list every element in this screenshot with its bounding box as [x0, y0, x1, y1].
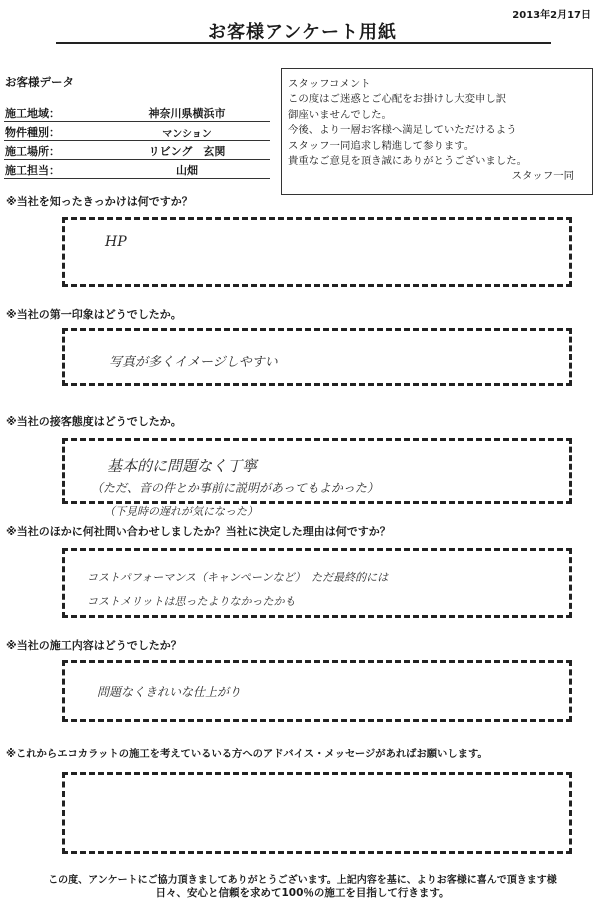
answer-handwriting: 基本的に問題なく丁寧	[107, 457, 258, 475]
question-2: ※当社の第一印象はどうでしたか。	[6, 308, 182, 321]
customer-row-label: 施工地域：	[5, 107, 60, 120]
answer-handwriting: コストメリットは思ったよりなかったかも	[87, 595, 296, 608]
customer-row-label: 物件種別：	[5, 126, 60, 139]
customer-row-staff	[4, 160, 270, 179]
answer-box-6	[62, 772, 572, 854]
customer-row-area	[4, 103, 270, 122]
customer-row-location	[4, 141, 270, 160]
staff-comment-line: 貴重なご意見を頂き誠にありがとうございました。	[288, 155, 527, 168]
question-6: ※これからエコカラットの施工を考えているいる方へのアドバイス・メッセージがあればお願いします。	[6, 748, 488, 760]
staff-comment-line: 今後、より一層お客様へ満足していただけるよう	[288, 124, 517, 137]
staff-comment-box	[281, 68, 593, 195]
question-1: ※当社を知ったきっかけは何ですか？	[6, 195, 193, 208]
question-3: ※当社の接客態度はどうでしたか。	[6, 415, 182, 428]
answer-handwriting: （ただ、音の件とか事前に説明があってもよかった）	[91, 481, 379, 495]
footer-line-1: この度、アンケートにご協力頂きましてありがとうございます。上記内容を基に、よりお客様に喜んで頂きます様	[48, 875, 557, 886]
customer-row-property-type	[4, 122, 270, 141]
answer-handwriting: HP	[105, 234, 127, 250]
answer-box-2	[62, 328, 572, 386]
staff-comment-line: 御座いませんでした。	[288, 108, 392, 121]
answer-handwriting: 問題なくきれいな仕上がり	[97, 685, 242, 699]
answer-handwriting: 写真が多くイメージしやすい	[109, 355, 278, 370]
customer-row-value: 神奈川県横浜市	[148, 107, 226, 120]
staff-comment-line: この度はご迷惑とご心配をお掛けし大変申し訳	[288, 93, 507, 106]
answer-box-1	[62, 217, 572, 287]
staff-comment-signature: スタッフ一同	[511, 170, 574, 183]
customer-data-heading: お客様データ	[5, 75, 74, 89]
customer-row-value: マンション	[162, 129, 212, 140]
question-5: ※当社の施工内容はどうでしたか？	[6, 639, 182, 652]
customer-data-table	[4, 103, 270, 179]
answer-box-3	[62, 438, 572, 504]
question-4: ※当社のほかに何社問い合わせしましたか？当社に決定した理由は何ですか？	[6, 525, 391, 538]
title-rule	[56, 42, 551, 44]
answer-box-4	[62, 548, 572, 618]
staff-comment-line: スタッフ一同追求し精進して参ります。	[288, 139, 475, 152]
customer-row-label: 施工場所：	[5, 145, 60, 158]
customer-row-label: 施工担当：	[5, 164, 60, 177]
answer-handwriting: （下見時の遅れが気になった）	[104, 505, 258, 518]
survey-date: 2013年2月17日	[512, 10, 591, 21]
customer-row-value: リビング 玄関	[148, 145, 226, 158]
page-title: お客様アンケート用紙	[208, 22, 397, 43]
staff-comment-heading: スタッフコメント	[288, 78, 371, 90]
answer-box-5	[62, 660, 572, 722]
answer-handwriting: コストパフォーマンス（キャンペーンなど） ただ最終的には	[87, 571, 389, 584]
customer-row-value: 山畑	[176, 164, 198, 177]
footer-line-2: 日々、安心と信頼を求めて100％の施工を目指して行きます。	[155, 887, 450, 899]
